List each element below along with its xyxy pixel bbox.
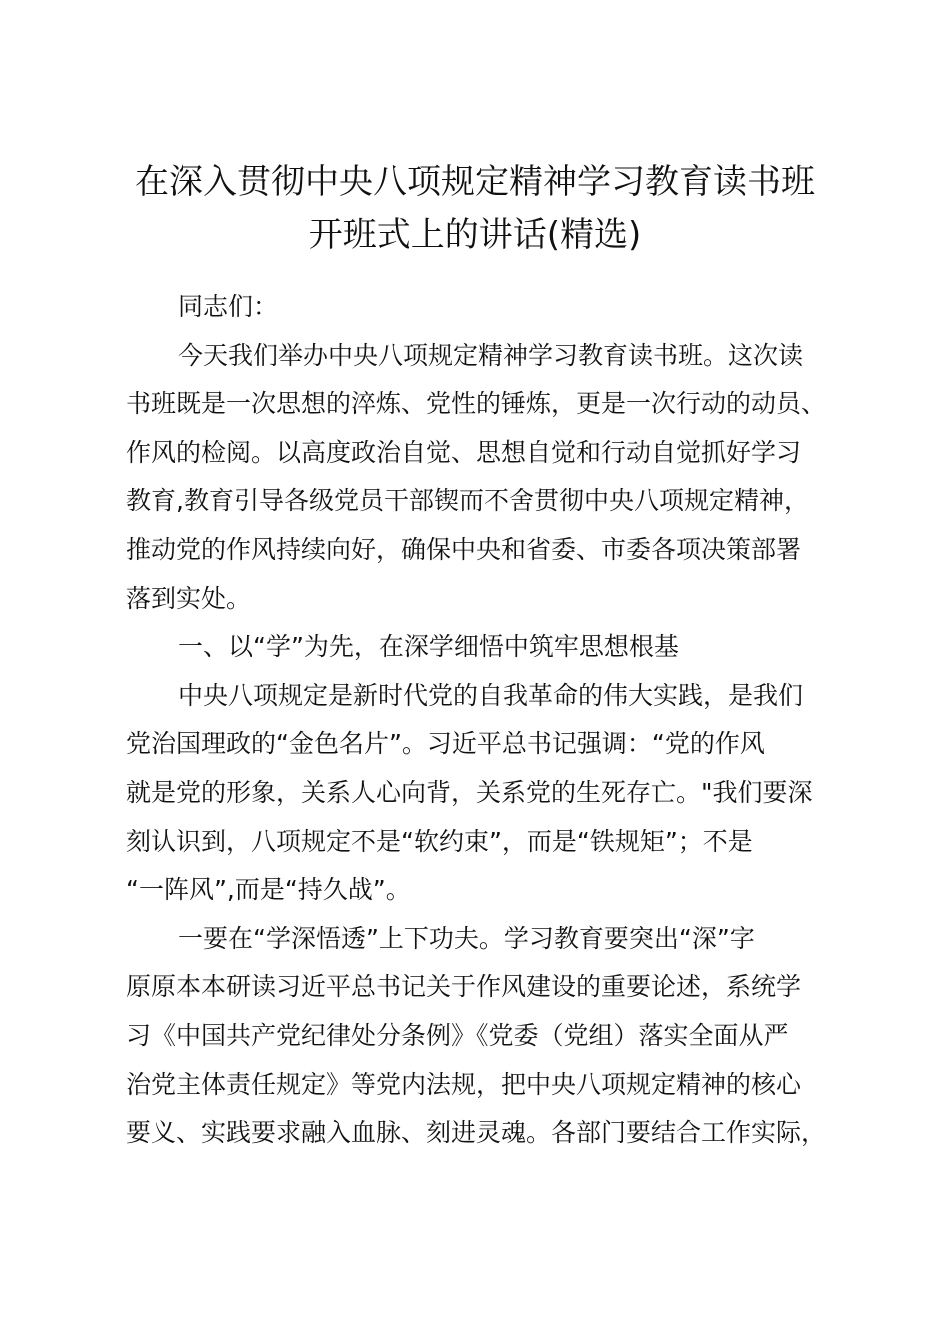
- body-line: 作风的检阅。以高度政治自觉、思想自觉和行动自觉抓好学习: [126, 437, 802, 467]
- document-body: [126, 283, 836, 1158]
- body-line: 要义、实践要求融入血脉、刻进灵魂。各部门要结合工作实际，: [126, 1118, 827, 1148]
- body-line: 书班既是一次思想的淬炼、党性的锤炼，更是一次行动的动员、: [126, 389, 827, 419]
- body-line: 中央八项规定是新时代党的自我革命的伟大实践，是我们: [178, 680, 804, 710]
- body-line: 习《中国共产党纪律处分条例》《党委（党组）落实全面从严: [126, 1020, 789, 1050]
- document-title-line-2: 开班式上的讲话(精选): [308, 215, 642, 255]
- body-line: 教育,教育引导各级党员干部锲而不舍贯彻中央八项规定精神，: [126, 486, 809, 516]
- body-line: 就是党的形象，关系人心向背，关系党的生死存亡。"我们要深: [126, 777, 813, 807]
- document-title-line-1: 在深入贯彻中央八项规定精神学习教育读书班: [135, 162, 815, 202]
- body-line: 原原本本研读习近平总书记关于作风建设的重要论述，系统学: [126, 972, 802, 1002]
- body-line: 治党主体责任规定》等党内法规，把中央八项规定精神的核心: [126, 1069, 802, 1099]
- section-heading: 一、以“学”为先，在深学细悟中筑牢思想根基: [178, 632, 679, 662]
- body-line: 刻认识到，八项规定不是“软约束”，而是“铁规矩”；不是: [126, 826, 753, 856]
- body-line: 一要在“学深悟透”上下功夫。学习教育要突出“深”字: [178, 923, 755, 953]
- body-line: 落到实处。: [126, 583, 252, 613]
- body-line: 推动党的作风持续向好，确保中央和省委、市委各项决策部署: [126, 534, 802, 564]
- body-line: “一阵风”,而是“持久战”。: [126, 875, 411, 905]
- body-line: 党治国理政的“金色名片”。习近平总书记强调：“党的作风: [126, 729, 765, 759]
- body-line: 今天我们举办中央八项规定精神学习教育读书班。这次读: [178, 340, 804, 370]
- salutation: 同志们：: [178, 292, 279, 321]
